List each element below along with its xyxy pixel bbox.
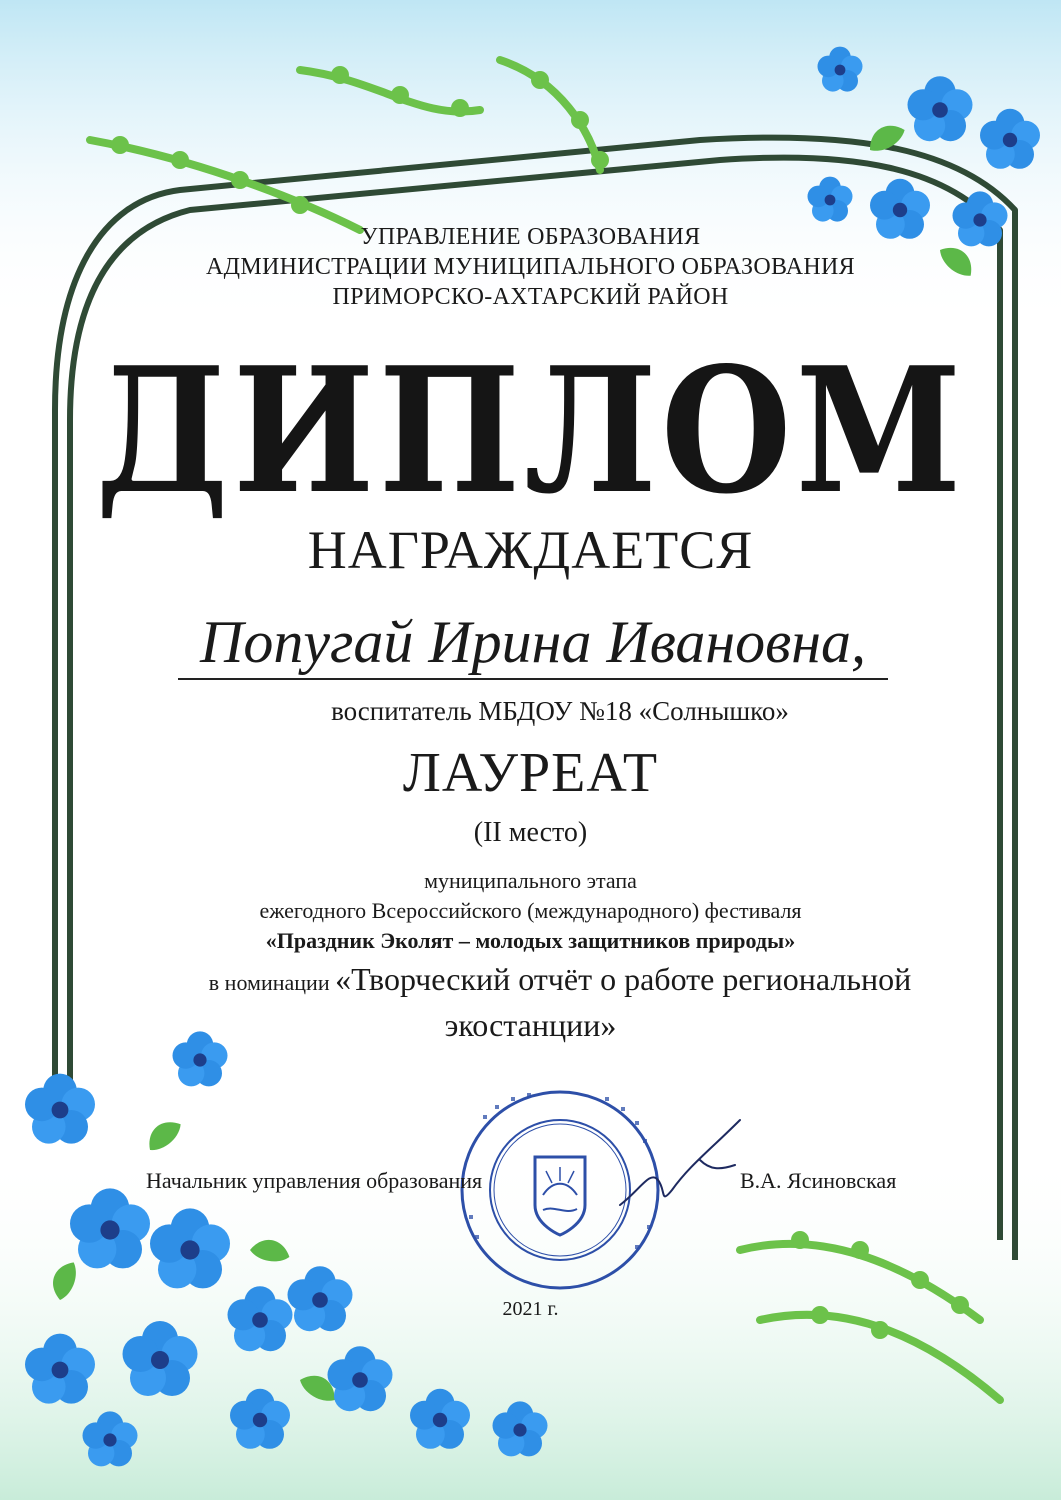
awarded-heading: НАГРАЖДАЕТСЯ: [307, 520, 754, 580]
issuer-header: [0, 222, 1061, 312]
recipient-name: Попугай Ирина Ивановна,: [178, 608, 888, 680]
issuer-line-3: ПРИМОРСКО-АХТАРСКИЙ РАЙОН: [332, 284, 729, 310]
issuer-line-1: УПРАВЛЕНИЕ ОБРАЗОВАНИЯ: [360, 224, 701, 250]
nomination-line: [110, 962, 1010, 1000]
nomination-title-1: «Творческий отчёт о работе региональной: [335, 961, 912, 997]
event-line-1: муниципального этапа: [424, 868, 637, 893]
nomination-prefix: в номинации: [208, 970, 330, 995]
handwritten-signature: [600, 1110, 760, 1220]
issuer-line-2: АДМИНИСТРАЦИИ МУНИЦИПАЛЬНОГО ОБРАЗОВАНИЯ: [206, 254, 855, 280]
recipient-position: воспитатель МБДОУ №18 «Солнышко»: [331, 696, 789, 726]
diploma-title: ДИПЛОМ: [95, 330, 966, 533]
signatory-name: В.А. Ясиновская: [740, 1168, 897, 1193]
issue-year: 2021 г.: [502, 1298, 559, 1320]
nomination-title-2: экостанции»: [444, 1007, 617, 1043]
signatory-role: Начальник управления образования: [146, 1168, 483, 1193]
event-line-2: ежегодного Всероссийского (международного) фестиваля: [259, 898, 802, 923]
award-place: (II место): [473, 817, 588, 848]
event-title: «Праздник Эколят – молодых защитников природы»: [265, 928, 796, 953]
award-title: ЛАУРЕАТ: [402, 742, 659, 804]
